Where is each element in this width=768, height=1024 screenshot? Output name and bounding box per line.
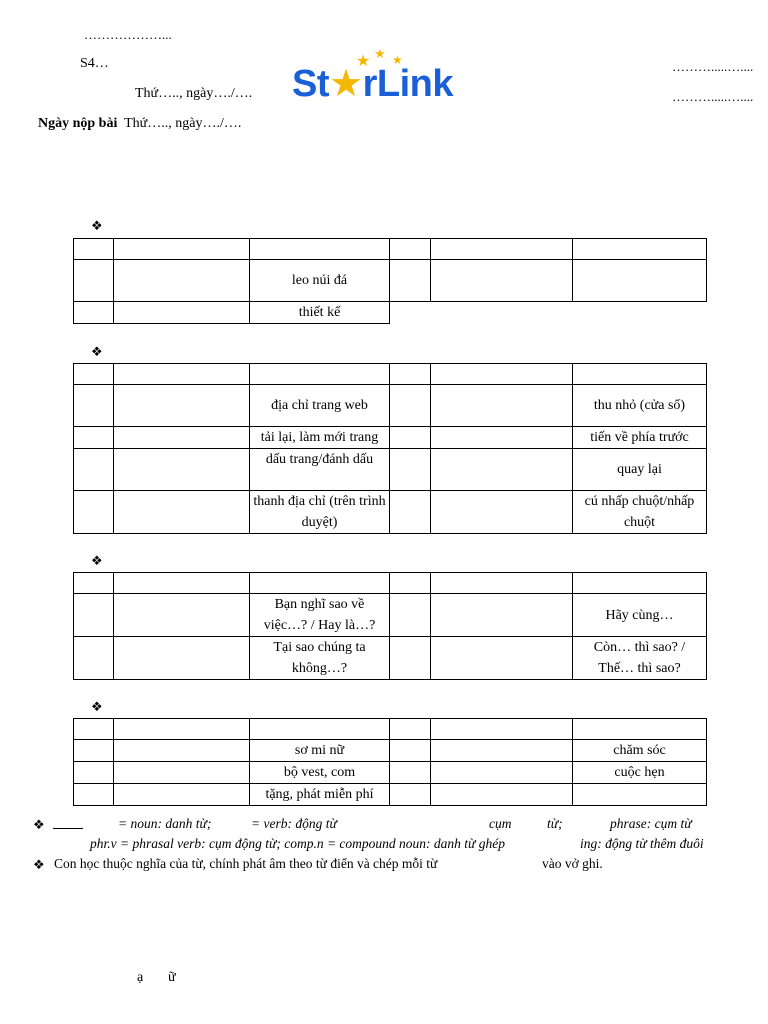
- class-code: S4…: [80, 56, 109, 71]
- note-verb: = verb: động từ: [251, 816, 337, 831]
- table-row: [74, 637, 707, 680]
- table-row: [74, 740, 707, 762]
- instruction-text: Con học thuộc nghĩa của từ, chính phát âm theo từ điển và chép mỗi từ: [54, 856, 438, 871]
- logo-sparkle-icon: ★: [374, 46, 386, 61]
- table-row: [74, 573, 707, 594]
- table-row: [74, 364, 707, 385]
- vocab-meaning: tặng, phát miễn phí: [250, 784, 390, 806]
- lesson-date: Thứ….., ngày…./….: [135, 86, 253, 101]
- table-row: [74, 784, 707, 806]
- vocab-table-4: [73, 718, 707, 806]
- right-blank-1: ……….....…....: [672, 59, 754, 74]
- table-row: [74, 719, 707, 740]
- note-bullet-icon: ❖: [33, 817, 45, 832]
- right-blank-2: ……….....…....: [672, 89, 754, 104]
- instruction-text-end: vào vở ghi.: [542, 856, 603, 871]
- section-bullet-icon: ❖: [91, 344, 103, 359]
- vocab-meaning: bộ vest, com: [250, 762, 390, 784]
- vocab-meaning: quay lại: [573, 449, 707, 491]
- vocab-meaning: Tại sao chúng ta không…?: [250, 637, 390, 680]
- logo-star-icon: ★: [329, 63, 363, 105]
- vocab-meaning: thanh địa chỉ (trên trình duyệt): [250, 491, 390, 534]
- submit-date-label: Ngày nộp bài: [38, 116, 118, 131]
- logo-sparkle-icon: ★: [392, 53, 403, 67]
- section-bullet-icon: ❖: [91, 699, 103, 714]
- vocab-meaning: thu nhỏ (cửa sổ): [573, 385, 707, 427]
- vocab-meaning: Hãy cùng…: [573, 594, 707, 637]
- table-row: [74, 302, 707, 324]
- vocab-table-2: [73, 363, 707, 534]
- note-cum: cụm: [489, 816, 512, 831]
- logo-sparkle-icon: ★: [356, 53, 371, 70]
- table-row: [74, 239, 707, 260]
- note-phrasal-verb: phr.v = phrasal verb: cụm động từ; comp.n = compound noun: danh từ ghép: [90, 836, 506, 851]
- section-bullet-icon: ❖: [91, 553, 103, 568]
- submit-date-value: Thứ….., ngày…./….: [124, 116, 242, 131]
- vocab-meaning: thiết kế: [250, 302, 390, 324]
- table-row: [74, 594, 707, 637]
- vocab-meaning: sơ mi nữ: [250, 740, 390, 762]
- vocab-meaning: Còn… thì sao? / Thế… thì sao?: [573, 637, 707, 680]
- submit-date-line: [38, 116, 241, 132]
- logo-wordmark: St★rLink: [292, 63, 453, 105]
- note-tu: từ;: [547, 816, 563, 831]
- note-ing: ing: động từ thêm đuôi: [580, 836, 704, 851]
- footer-fragment: ạ: [137, 970, 144, 985]
- vocab-meaning: tiến về phía trước: [573, 427, 707, 449]
- table-row: [74, 762, 707, 784]
- vocab-meaning: dấu trang/đánh dấu: [250, 449, 390, 491]
- table-row: [74, 427, 707, 449]
- starlink-logo: [292, 44, 482, 110]
- section-bullet-icon: ❖: [91, 218, 103, 233]
- vocab-meaning: Bạn nghĩ sao về việc…? / Hay là…?: [250, 594, 390, 637]
- note-noun: = noun: danh từ;: [118, 816, 212, 831]
- vocab-meaning: địa chỉ trang web: [250, 385, 390, 427]
- table-row: [74, 491, 707, 534]
- note-phrase: phrase: cụm từ: [610, 816, 692, 831]
- table-row: [74, 385, 707, 427]
- vocab-meaning: leo núi đá: [250, 260, 390, 302]
- vocab-meaning: cú nhấp chuột/nhấp chuột: [573, 491, 707, 534]
- vocab-meaning: chăm sóc: [573, 740, 707, 762]
- note-blank-line: [53, 816, 83, 834]
- vocab-meaning: tải lại, làm mới trang: [250, 427, 390, 449]
- vocab-table-1: [73, 238, 707, 324]
- footer-fragment: ữ: [168, 970, 176, 985]
- vocab-table-3: [73, 572, 707, 680]
- vocab-meaning: cuộc hẹn: [573, 762, 707, 784]
- student-name-blank: ………………...: [84, 27, 172, 42]
- table-row: [74, 449, 707, 491]
- table-row: [74, 260, 707, 302]
- note-bullet-icon: ❖: [33, 857, 45, 872]
